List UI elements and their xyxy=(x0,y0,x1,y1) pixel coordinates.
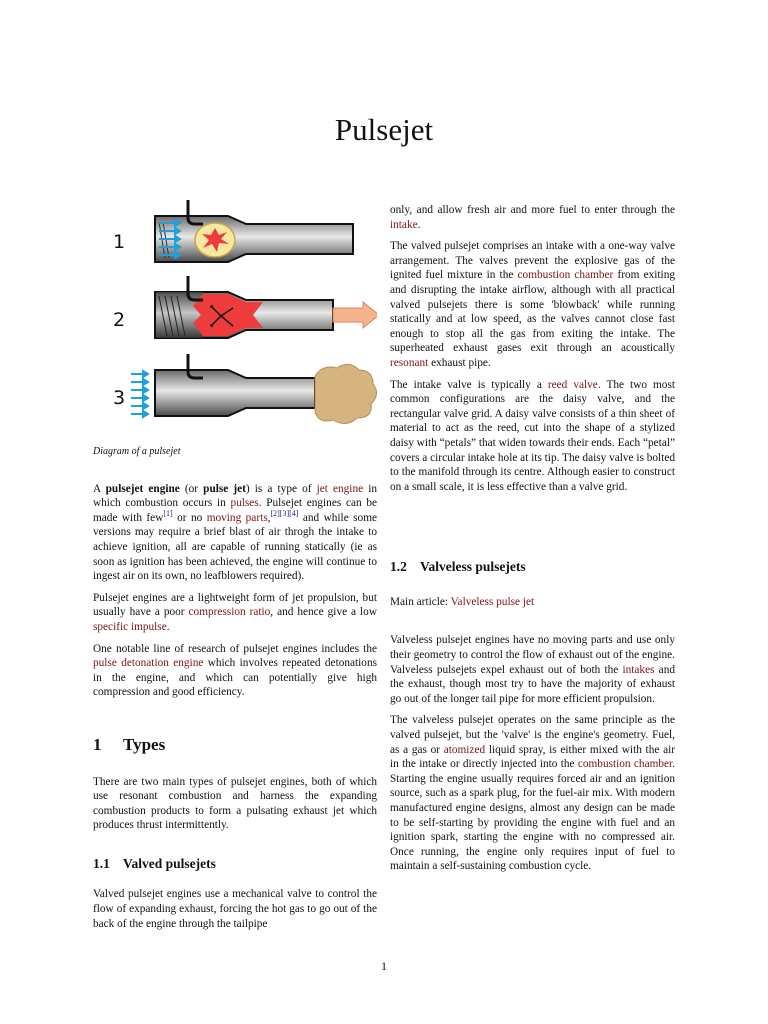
page-number: 1 xyxy=(381,959,387,973)
right-column xyxy=(390,203,675,881)
stage-3-intake-arrows xyxy=(131,371,148,417)
link-pulses[interactable]: pulses xyxy=(230,497,259,510)
citation-2-4[interactable]: [2][3][4] xyxy=(270,509,299,519)
valved-paragraph-3: The intake valve is typically a reed valve. The two most common configurations are the daisy valve, and the rectangular valve grid. A daisy valve consists of a thin sheet of material to act as the reed, cut into the shape of a stylized daisy with “petals” that widen towards their ends. Each “petal” covers a circular intake hole at its tip. The daisy valve is bolted to the manifold through its centre. Although easier to construct on a small scale, it is less effective than a valve grid. xyxy=(390,378,675,493)
valveless-paragraph-2: The valveless pulsejet operates on the same principle as the valved pulsejet, but the 'valve' is the engine's geometry. Fuel, as a gas or atomized liquid spray, is either mixed with the air in the intake or directly injected into the combustion chamber. Starting the engine usually requires forced air and an ignition source, such as a spark plug, for the fuel-air mix. With modern manufactured engine designs, almost any design can be made to be self-starting by providing the engine with fuel and an ignition spark, starting the engine with no compressed air. Once running, the engine only requires input of fuel to maintain a self-sustaining combustion cycle. xyxy=(390,714,675,873)
link-combustion-chamber-2[interactable]: combustion chamber xyxy=(577,758,673,771)
valved-paragraph-2: The valved pulsejet comprises an intake with a one-way valve arrangement. The valves prevent the explosive gas of the ignited fuel mixture in the combustion chamber from exiting and disrupting the intake airflow, although with all practical valved pulsejets there is some 'blowback' while running statically and at low speed, as the valves cannot close fast enough to stop all the gas from exiting the intake. The superheated exhaust gases exit through an acoustically resonant exhaust pipe. xyxy=(390,240,675,369)
page-title: Pulsejet xyxy=(334,112,434,147)
stage-3-engine xyxy=(131,354,377,424)
figure-caption: Diagram of a pulsejet xyxy=(93,446,181,457)
types-paragraph: There are two main types of pulsejet engines, both of which use resonant combustion and harness the expanding combustion products to form a pulsating exhaust jet which produces thrust intermittently. xyxy=(93,775,377,832)
subsection-heading-valveless: 1.2 Valveless pulsejets xyxy=(390,559,526,575)
intro-paragraph-2: Pulsejet engines are a lightweight form of jet propulsion, but usually have a poor compression ratio, and hence give a low specific impulse. xyxy=(93,591,377,633)
stage-2-label: 2 xyxy=(113,309,126,331)
link-compression-ratio[interactable]: compression ratio xyxy=(188,606,271,619)
stage-1-label: 1 xyxy=(113,231,126,253)
pulsejet-diagram xyxy=(93,198,377,438)
link-resonant[interactable]: resonant xyxy=(390,356,429,369)
intro-paragraph-3: One notable line of research of pulsejet engines includes the pulse detonation engine which involves repeated detonations in the engine, and which can potentially give high compression and good efficiency. xyxy=(93,642,377,699)
link-pulse-detonation-engine[interactable]: pulse detonation engine xyxy=(93,657,204,670)
main-article-note: Main article: Valveless pulse jet xyxy=(390,595,535,608)
section-heading-types: 1 Types xyxy=(93,734,166,754)
citation-1[interactable]: [1] xyxy=(163,509,173,519)
link-jet-engine[interactable]: jet engine xyxy=(316,482,364,495)
link-intake[interactable]: intake xyxy=(390,218,418,231)
stage-1-engine xyxy=(155,200,353,262)
link-specific-impulse[interactable]: specific impulse xyxy=(93,620,167,633)
intro-paragraph-1: A pulsejet engine (or pulse jet) is a type of jet engine in which combustion occurs in pulses. Pulsejet engines can be made with few[1] or no moving parts,[2][3][4] and while some versions may require a brief blast of air throgh the intake to achieve ignition, all are capable of running statically (ie as soon as ignition has been achieved, the engine will continue to ingest air on its own, no leafblowers required). xyxy=(93,482,378,583)
valved-paragraph-1b: only, and allow fresh air and more fuel to enter through the intake. xyxy=(390,204,675,231)
link-reed-valve[interactable]: reed valve xyxy=(547,378,598,391)
pulsejet-diagram-svg xyxy=(93,198,377,438)
link-intakes[interactable]: intakes xyxy=(622,663,655,676)
valveless-paragraph-1: Valveless pulsejet engines have no moving parts and use only their geometry to control the flow of exhaust out of the engine. Valveless pulsejets expel exhaust out of both the intakes and the exhaust, though most try to have the majority of exhaust go out of the longer tail pipe for more efficient propulsion. xyxy=(390,634,675,705)
subsection-heading-valved: 1.1 Valved pulsejets xyxy=(93,855,216,871)
link-combustion-chamber[interactable]: combustion chamber xyxy=(517,269,614,282)
link-moving-parts[interactable]: moving parts xyxy=(206,511,268,524)
link-valveless-pulse-jet[interactable]: Valveless pulse jet xyxy=(450,595,535,608)
valved-paragraph-1a: Valved pulsejet engines use a mechanical valve to control the flow of expanding exhaust, forcing the hot gas to go out of the back of the engine through the tailpipe xyxy=(93,888,377,930)
left-column xyxy=(93,198,377,938)
stage-3-label: 3 xyxy=(113,387,126,409)
stage-2-engine xyxy=(155,276,377,338)
link-atomized[interactable]: atomized xyxy=(443,743,486,756)
